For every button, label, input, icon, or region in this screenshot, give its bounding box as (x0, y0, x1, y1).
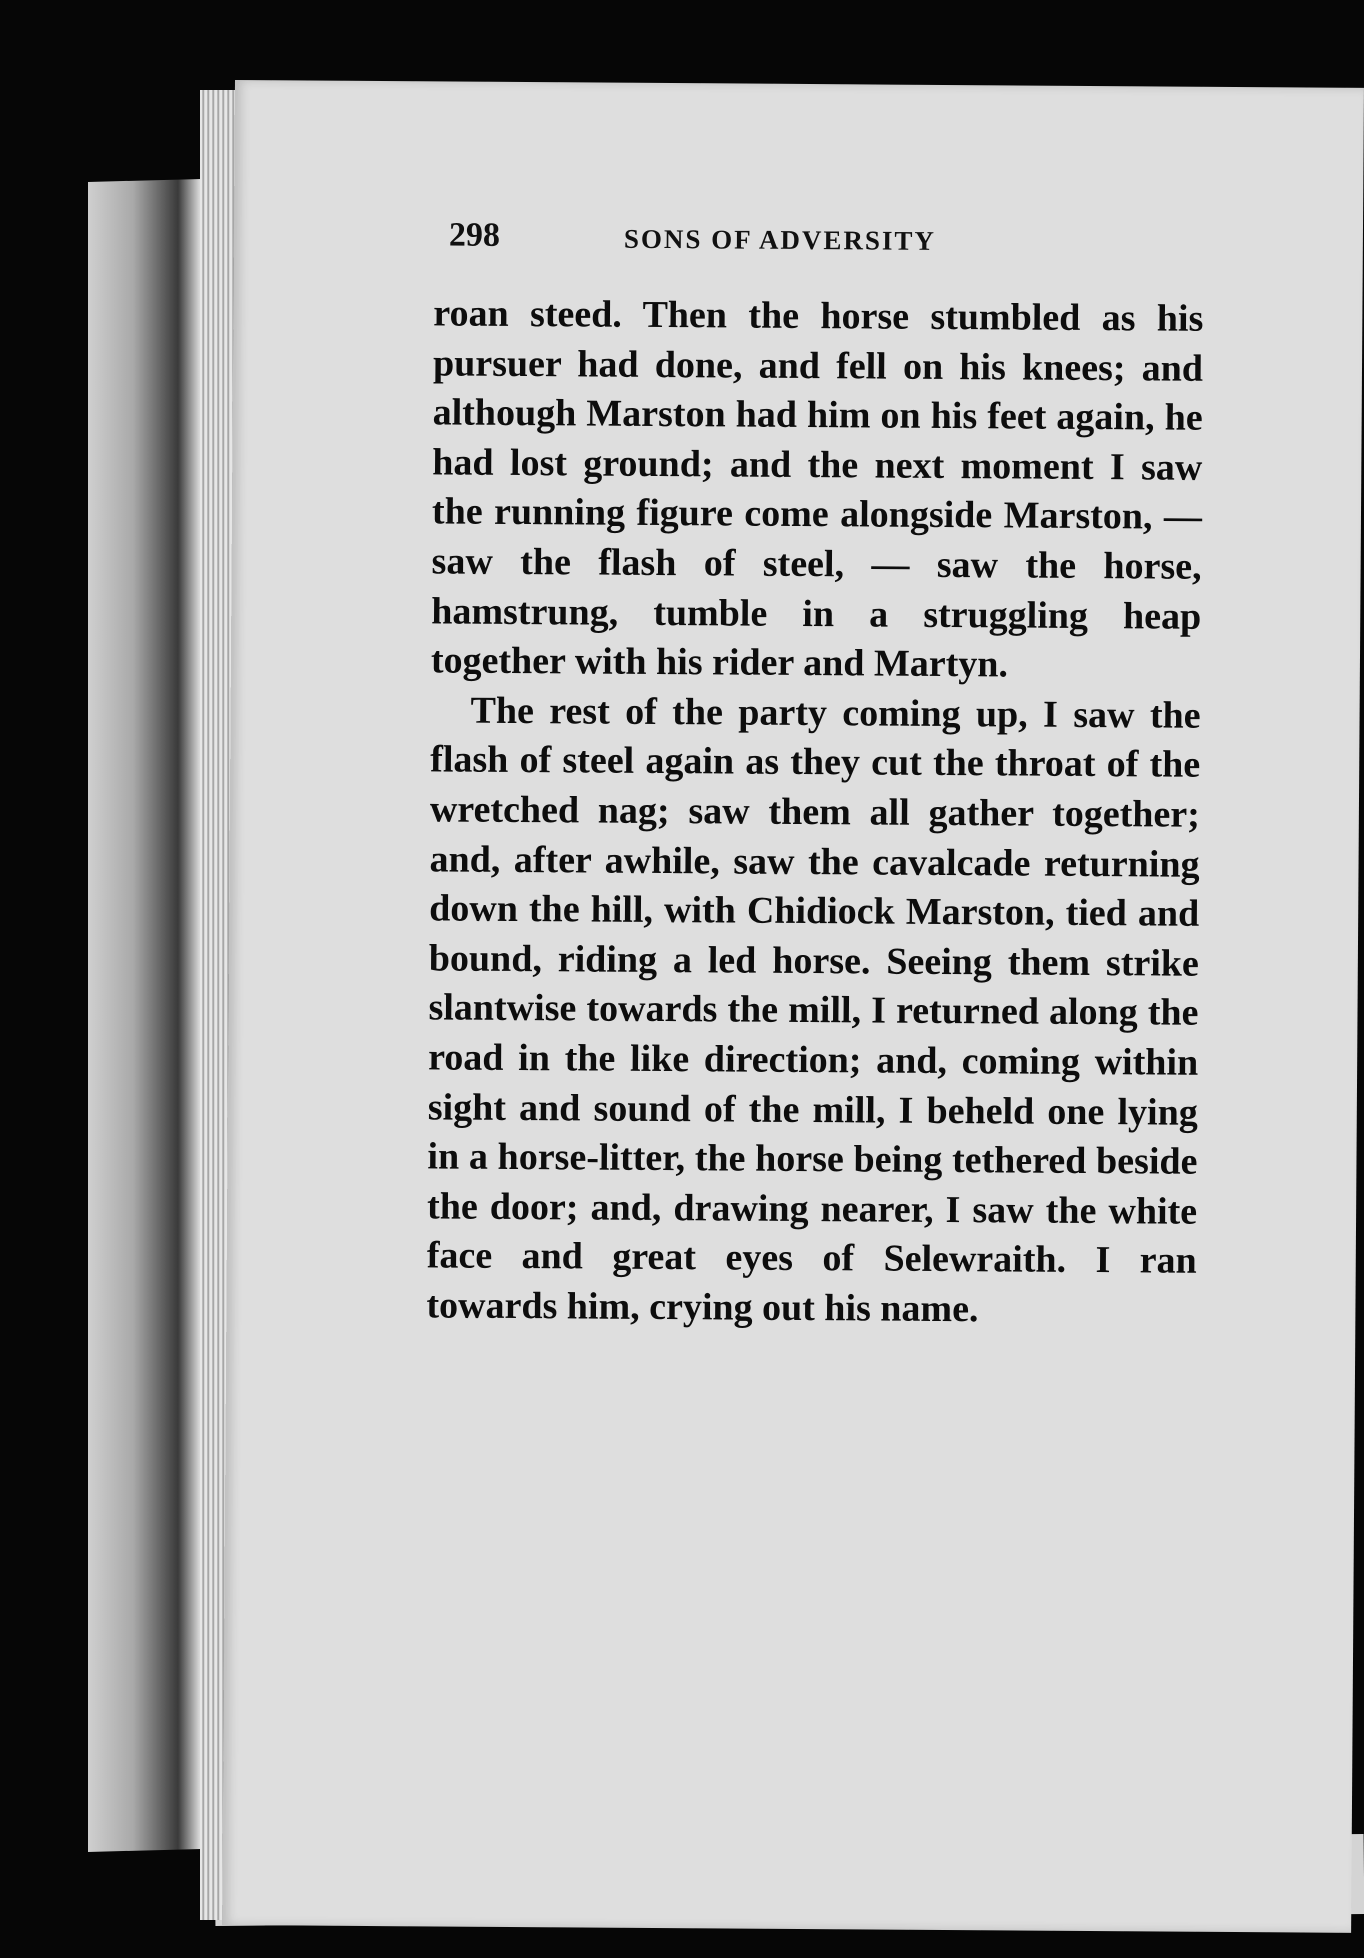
page-number: 298 (448, 216, 501, 254)
page-body (426, 289, 1203, 1336)
page-header (448, 216, 1209, 256)
book-page (222, 80, 1364, 1933)
paragraph-1: roan steed. Then the horse stumbled as his pursuer had done, and fell on his knees; and although Marston had him on his feet again, he had lost ground; and the next moment I saw the running figure come alongside Marston, — saw the flash of steel, — saw the horse, hamstrung, tumble in a struggling heap together with his rider and Martyn. (430, 292, 1204, 686)
running-title: SONS OF ADVERSITY (623, 223, 937, 256)
paragraph-2: The rest of the party coming up, I saw the flash of steel again as they cut the throat of the wretched nag; saw them all gather together; and, after awhile, saw the cavalcade returning down the hill, with Chidiock Marston, tied and bound, riding a led horse. Seeing them strike slantwise towards the mill, I returned along the road in the like direction; and, coming within sight and sound of the mill, I beheld one lying in a horse-litter, the horse being tethered beside the door; and, drawing nearer, I saw the white face and great eyes of Selewraith. I ran towards him, crying out his name. (426, 689, 1201, 1331)
